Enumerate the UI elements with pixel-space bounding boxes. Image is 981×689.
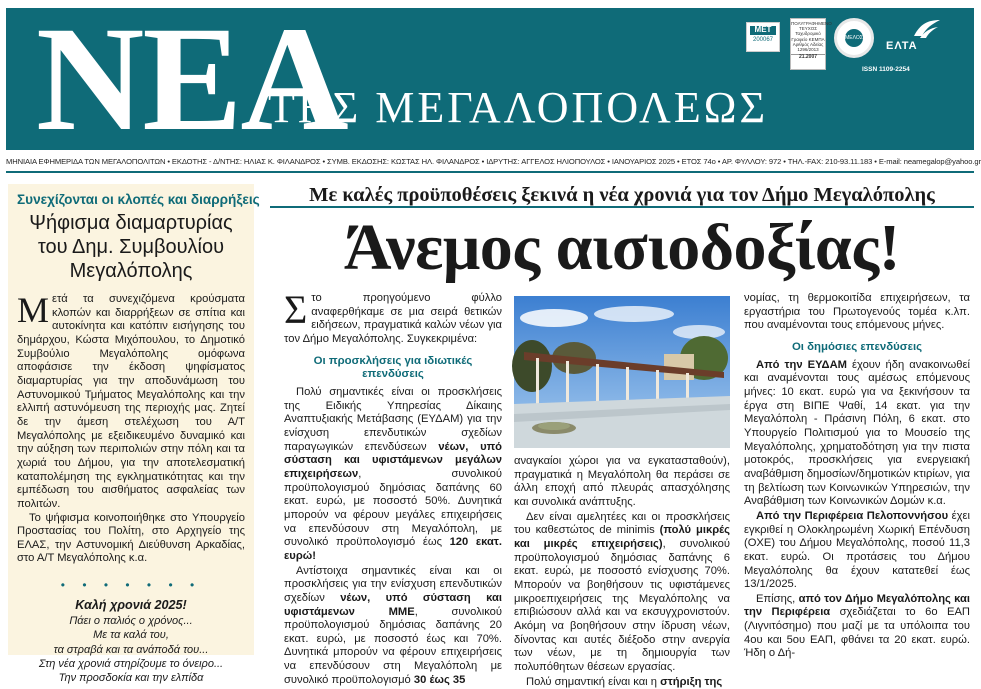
poem-line: Πάει ο παλιός ο χρόνος... <box>17 614 245 628</box>
dateline: ΜΗΝΙΑΙΑ ΕΦΗΜΕΡΙΔΑ ΤΩΝ ΜΕΓΑΛΟΠΟΛΙΤΩΝ • ΕΚΔΟΤΗΣ - Δ/ΝΤΗΣ: ΗΛΙΑΣ Κ. ΦΙΛΑΝΔΡΟΣ • ΣΥΜΒ. ΕΚΔΟΣΗΣ: ΚΩΣΤΑΣ ΗΛ. ΦΙΛΑΝΔΡΟΣ • ΙΔΡΥΤΗΣ: ΑΓΓΕΛΟΣ ΗΛΙΟΠΟΥΛΟΣ • ΙΑΝΟΥΑΡΙΟΣ 2025 • ΕΤΟΣ 74ο • ΑΡ. ΦΥΛΛΟΥ: 972 • ΤΗΛ.-FAX: 210-93.11.183 • E-mail: neamegalop@yahoo.gr <box>6 153 974 170</box>
town-square-photo <box>514 296 730 448</box>
newspaper-subtitle: ΤΗΣ ΜΕΓΑΛΟΠΟΛΕΩΣ <box>268 82 768 133</box>
issn-number: ISSN 1109-2254 <box>862 66 910 73</box>
article-paragraph <box>744 359 970 509</box>
bold-run: στήριξη της <box>660 676 722 688</box>
article-paragraph <box>744 510 970 592</box>
text-run: Πολύ σημαντικές είναι οι προσκλήσεις της Ειδικής Υπηρεσίας Δίκαιης Αναπτυξιακής Μετάβασης (ΕΥΔΑΜ) για την ενίσχυση επενδυτικών σχεδίων παραγωγικών επενδύσεων <box>284 386 502 453</box>
article-paragraph: νομίας, τη θερμοκοιτίδα επιχειρήσεων, τα εργαστήρια του Πρωτογενούς τομέα κ.λπ. που αναμένονται τους επόμενους μήνες. <box>744 292 970 333</box>
article-intro-text: το προηγούμενο φύλλο αναφερθήκαμε σε μια σειρά θετικών ειδήσεων, πραγματικά καλών νέων για τον Δήμο Μεγαλόπολης. Συγκεκριμένα: <box>284 292 502 345</box>
subheading-public-investments: Οι δημόσιες επενδύσεις <box>744 341 970 355</box>
bold-run: Από την Περιφέρεια Πελοποννήσου <box>756 510 948 522</box>
met-badge-icon <box>746 22 780 52</box>
sidebar-kicker: Συνεχίζονται οι κλοπές και διαρρήξεις <box>17 184 245 207</box>
sidebar-body <box>17 293 245 566</box>
elta-label: ΕΛΤΑ <box>886 40 918 52</box>
text-run: , συνολικού προϋπολογισμού δημόσιας δαπάνης 20 εκατ. ευρώ, με ποσοστό έως και 70%. Δυνητικά μπορούν να φέρουν επιχειρήσεις να επενδύσουν στη Μεγαλόπολη με συνολικό προϋπολογισμό <box>284 606 502 686</box>
bold-run: (πολύ μικρές και μικρές επιχειρήσεις) <box>514 524 730 550</box>
text-run: Αντίστοιχα σημαντικές είναι και οι προσκλήσεις για την ενίσχυση επενδυτικών σχεδίων <box>284 565 502 604</box>
article-column-3 <box>744 292 970 655</box>
met-badge-number: 200067 <box>753 37 773 43</box>
postal-permit-badge <box>790 18 826 70</box>
elta-logo <box>884 18 944 58</box>
text-run: , συνολικού προϋπολογισμού δημόσιας δαπάνης 6 εκατ. ευρώ, με ποσοστό ενίσχυσης 70%. Μπορούν να βοηθήσουν τις υφιστάμενες μικροεπιχειρήσεις της Μεγαλόπολης να επιβιώσουν αλλά και να εκσυγχρονιστούν. Ακόμη να βοηθήσουν στην ίδρυση νέων, δίνοντας και αυτές διέξοδο στην ανεργία των νέων, με τη δημιουργία των πολυπόθητων θέσεων εργασίας. <box>514 538 730 673</box>
postal-permit-text: ΠΟΛΥΓΡΑΦΗΜΕΝΟ ΤΕΥΧΟΣ Ταχυδρομικό Γραφείο ΚΕΜΠΑ Αριθμός Αδείας 1296/2013 <box>791 21 825 52</box>
article-column-2 <box>514 455 730 655</box>
sidebar-article <box>8 184 254 655</box>
bold-run: Από την ΕΥΔΑΜ <box>756 359 847 371</box>
elta-bird-icon <box>912 18 942 40</box>
sidebar-dropcap: Μ <box>17 296 49 324</box>
sidebar-paragraph-text: ετά τα συνεχιζόμενα κρούσματα κλοπών και διαρρήξεων σε σπίτια και αυτοκίνητα και κατόπιν εισήγησης του δημάρχου, Κώστα Μιχόπουλου, το Δημοτικό Συμβούλιο Μεγαλόπολης ομόφωνα αποφάσισε την έκδοση ψηφίσματος διαμαρτυρίας για την αποδυνάμωση του Αστυνομικού Τμήματος Μεγαλόπολης και την ελλιπή αστυνόμευση της περιοχής μας. Ζητεί δε την άμεση στελέχωση του Α/Τ Μεγαλόπολης με εξειδικευμένο δυναμικό και την αύξηση των περιπολιών στην πόλη και τα χωριά του Δήμου, για την αποτελεσματική καταπολέμηση της εγκληματικότητας και την εμπέδωση του αισθήματος ασφαλείας των πολιτών. <box>17 293 245 510</box>
text-run: Επίσης, <box>756 593 799 605</box>
article-paragraph <box>284 565 502 688</box>
bold-run: από τον Δήμο Μεγαλόπολης και την Περιφέρεια <box>744 593 970 619</box>
bold-run: νέων, υπό σύσταση και υφιστάμενων μεγάλων επιχειρήσεων <box>284 441 502 480</box>
met-badge-label: ΜΕΤ <box>750 26 776 35</box>
article-paragraph <box>514 676 730 689</box>
section-headline: Με καλές προϋποθέσεις ξεκινά η νέα χρονιά για τον Δήμο Μεγαλόπολης <box>270 184 974 208</box>
article-paragraph <box>284 386 502 564</box>
article-paragraph <box>514 511 730 675</box>
sidebar-paragraph: Το ψήφισμα κοινοποιήθηκε στο Υπουργείο Προστασίας του Πολίτη, στο Αρχηγείο της ΕΛΑΣ, την Αστυνομική Διεύθυνση Αρκαδίας, στο Α/Τ Μεγαλόπολης κ.α. <box>17 512 245 567</box>
dateline-rule <box>6 171 974 173</box>
poem-line: τα στραβά και τα ανάποδά του... <box>17 643 245 657</box>
main-headline: Άνεμος αισιοδοξίας! <box>270 213 974 283</box>
poem-title: Καλή χρονιά 2025! <box>17 598 245 612</box>
article-intro <box>284 292 502 347</box>
member-seal-icon <box>834 18 874 58</box>
poem-line: Την προσδοκία και την ελπίδα <box>17 671 245 685</box>
article-photo <box>514 296 730 448</box>
bold-run: 120 εκατ. ευρώ! <box>284 536 502 562</box>
member-seal-label: ΜΕΛΟΣ <box>845 29 863 47</box>
bold-run: νέων, υπό σύσταση και υφιστάμενων ΜΜΕ <box>284 592 502 618</box>
text-run: Πολύ σημαντική είναι και η <box>526 676 660 688</box>
text-run: σχεδιάζεται το 6ο ΕΑΠ (Λιγνιτόσημο) που μαζί με τα υπόλοιπα του 4ου και 5ου ΕΑΠ, φθάνει τα 20 εκατ. ευρώ. Ήδη ο Δή- <box>744 606 970 659</box>
newspaper-title: ΝΕΑ <box>36 8 347 150</box>
text-run: έχει εγκριθεί η Ολοκληρωμένη Χωρική Επένδυση (ΟΧΕ) του Δήμου Μεγαλόπολης, ποσού 11,3 εκατ. ευρώ. Οι προτάσεις του Δήμου Μεγαλόπολης θα έχουν κατατεθεί έως 13/1/2025. <box>744 510 970 590</box>
article-dropcap: Σ <box>284 294 307 326</box>
article-paragraph: αναγκαίοι χώροι για να εγκατασταθούν), πραγματικά η Μεγαλόπολη θα περάσει σε άλλη εποχή από πλευράς απασχόλησης και συνολικά ανάπτυξης. <box>514 455 730 510</box>
text-run: Δεν είναι αμελητέες και οι προσκλήσεις του καθεστώτος de minimis <box>514 511 730 537</box>
sidebar-headline: Ψήφισμα διαμαρτυρίας του Δημ. Συμβουλίου Μεγαλόπολης <box>17 211 245 283</box>
bold-run: 30 έως 35 <box>414 674 465 686</box>
article-paragraph <box>744 593 970 661</box>
divider-dots: • • • • • • • <box>17 578 245 592</box>
masthead <box>6 8 974 150</box>
text-run: , συνολικού προϋπολογισμού δημόσιας δαπάνης 60 εκατ. ευρώ, με ποσοστό 50%. Δυνητικά μπορούν να φέρουν μεγάλες επιχειρήσεις να επενδύσουν στη Μεγαλόπολη, με συνολικό προϋπολογισμό έως <box>284 468 502 548</box>
text-run: έχουν ήδη ανακοινωθεί και αναμένονται τους αμέσως επόμενους μήνες: 10 εκατ. ευρώ για να ξεκινήσουν τα έργα στη ΒΙΠΕ Ψαθί, 14 εκατ. για την Μεγαλόπολη - Πράσινη Πόλη, 6 εκατ. στο Υπουργείο Πολιτισμού για το Μουσείο της Μεγαλόπολης, χρηματοδότηση για την πιστα μοτοκρός, προσκλήσεις για ενεργειακή αναβάθμιση δημοσίων/δημοτικών κτιρίων, για τη βελτίωση των Κοινωνικών Υπηρεσιών, την Αναβάθμιση των Κοινωνικών Δομών κ.α. <box>744 359 970 508</box>
postal-permit-number: 21.2007 <box>791 54 825 61</box>
article-column-1 <box>284 292 502 655</box>
masthead-badges <box>744 16 966 76</box>
poem-line: Με τα καλά του, <box>17 628 245 642</box>
poem <box>17 614 245 685</box>
poem-line: Στη νέα χρονιά στηρίζουμε το όνειρο... <box>17 657 245 671</box>
sidebar-paragraph <box>17 293 245 512</box>
subheading-private-investments: Οι προσκλήσεις για ιδιωτικές επενδύσεις <box>284 355 502 382</box>
